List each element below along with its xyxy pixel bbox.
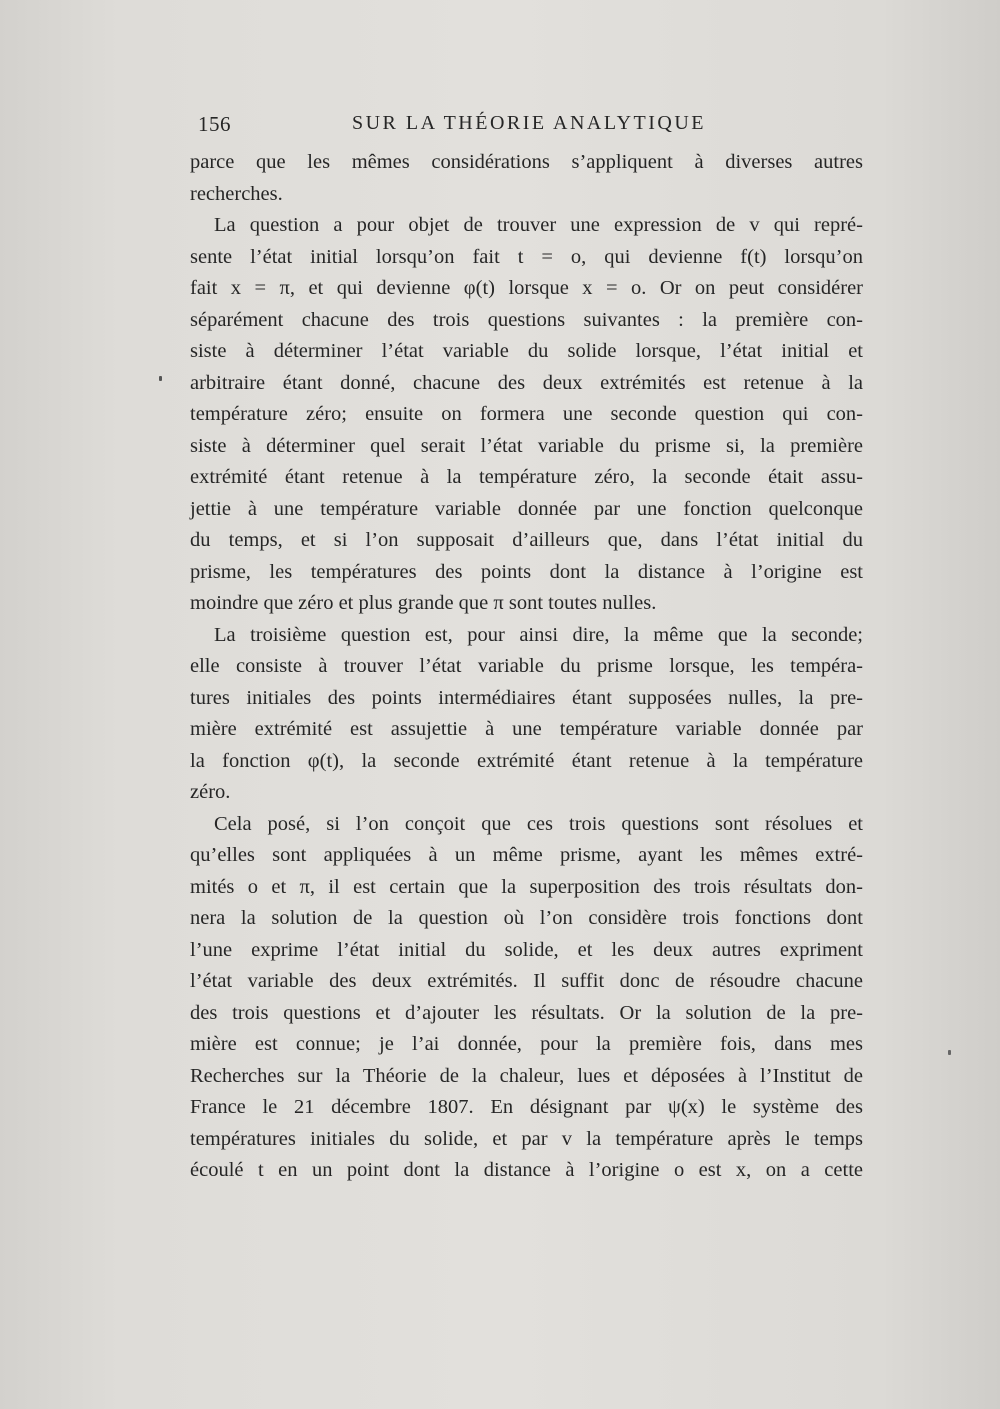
page-header xyxy=(198,112,860,146)
text-line: Cela posé, si l’on conçoit que ces trois questions sont résolues et xyxy=(214,812,863,835)
margin-speck xyxy=(948,1050,951,1055)
text-line: Recherches sur la Théorie de la chaleur, lues et déposées à l’Institut de xyxy=(190,1064,863,1087)
text-line: recherches. xyxy=(190,182,283,205)
text-line: l’état variable des deux extrémités. Il suffit donc de résoudre chacune xyxy=(190,970,863,992)
text-line: du temps, et si l’on supposait d’ailleurs que, dans l’état initial du xyxy=(190,529,863,551)
text-line: France le 21 décembre 1807. En désignant par ψ(x) le système des xyxy=(190,1096,863,1118)
text-line: mités o et π, il est certain que la superposition des trois résultats don- xyxy=(190,875,863,898)
text-line: des trois questions et d’ajouter les résultats. Or la solution de la pre- xyxy=(190,1001,863,1024)
text-line: l’une exprime l’état initial du solide, et les deux autres expriment xyxy=(190,938,863,961)
text-line: siste à déterminer quel serait l’état variable du prisme si, la première xyxy=(190,434,863,457)
text-line: nera la solution de la question où l’on considère trois fonctions dont xyxy=(190,907,863,929)
text-line: sente l’état initial lorsqu’on fait t = o, qui devienne f(t) lorsqu’on xyxy=(190,245,863,268)
text-line: jettie à une température variable donnée par une fonction quelconque xyxy=(190,497,863,520)
text-line: tures initiales des points intermédiaires étant supposées nulles, la pre- xyxy=(190,686,863,709)
text-line: extrémité étant retenue à la température zéro, la seconde était assu- xyxy=(190,466,863,488)
text-line: fait x = π, et qui devienne φ(t) lorsque x = o. Or on peut considérer xyxy=(190,277,863,299)
text-line: mière est connue; je l’ai donnée, pour la première fois, dans mes xyxy=(190,1033,863,1055)
text-line: température zéro; ensuite on formera une seconde question qui con- xyxy=(190,403,863,425)
text-line: séparément chacune des trois questions suivantes : la première con- xyxy=(190,308,863,331)
text-line: moindre que zéro et plus grande que π sont toutes nulles. xyxy=(190,592,657,614)
text-line: La question a pour objet de trouver une expression de v qui repré- xyxy=(214,214,863,236)
text-line: arbitraire étant donné, chacune des deux extrémités est retenue à la xyxy=(190,371,863,394)
body-text xyxy=(190,147,863,1187)
text-line: mière extrémité est assujettie à une température variable donnée par xyxy=(190,718,863,740)
text-line: siste à déterminer l’état variable du solide lorsque, l’état initial et xyxy=(190,340,863,362)
text-line: elle consiste à trouver l’état variable du prisme lorsque, les tempéra- xyxy=(190,655,863,677)
text-line: la fonction φ(t), la seconde extrémité étant retenue à la température xyxy=(190,749,863,772)
text-line: qu’elles sont appliquées à un même prisme, ayant les mêmes extré- xyxy=(190,844,863,866)
text-line: La troisième question est, pour ainsi dire, la même que la seconde; xyxy=(214,623,863,646)
text-line: zéro. xyxy=(190,781,231,803)
running-head: SUR LA THÉORIE ANALYTIQUE xyxy=(351,112,706,134)
text-line: écoulé t en un point dont la distance à l’origine o est x, on a cette xyxy=(190,1159,863,1181)
text-line: prisme, les températures des points dont la distance à l’origine est xyxy=(190,560,863,583)
text-line: parce que les mêmes considérations s’appliquent à diverses autres xyxy=(190,151,863,173)
text-line: températures initiales du solide, et par v la température après le temps xyxy=(190,1127,863,1150)
margin-speck xyxy=(159,376,162,381)
page-number: 156 xyxy=(198,112,231,136)
